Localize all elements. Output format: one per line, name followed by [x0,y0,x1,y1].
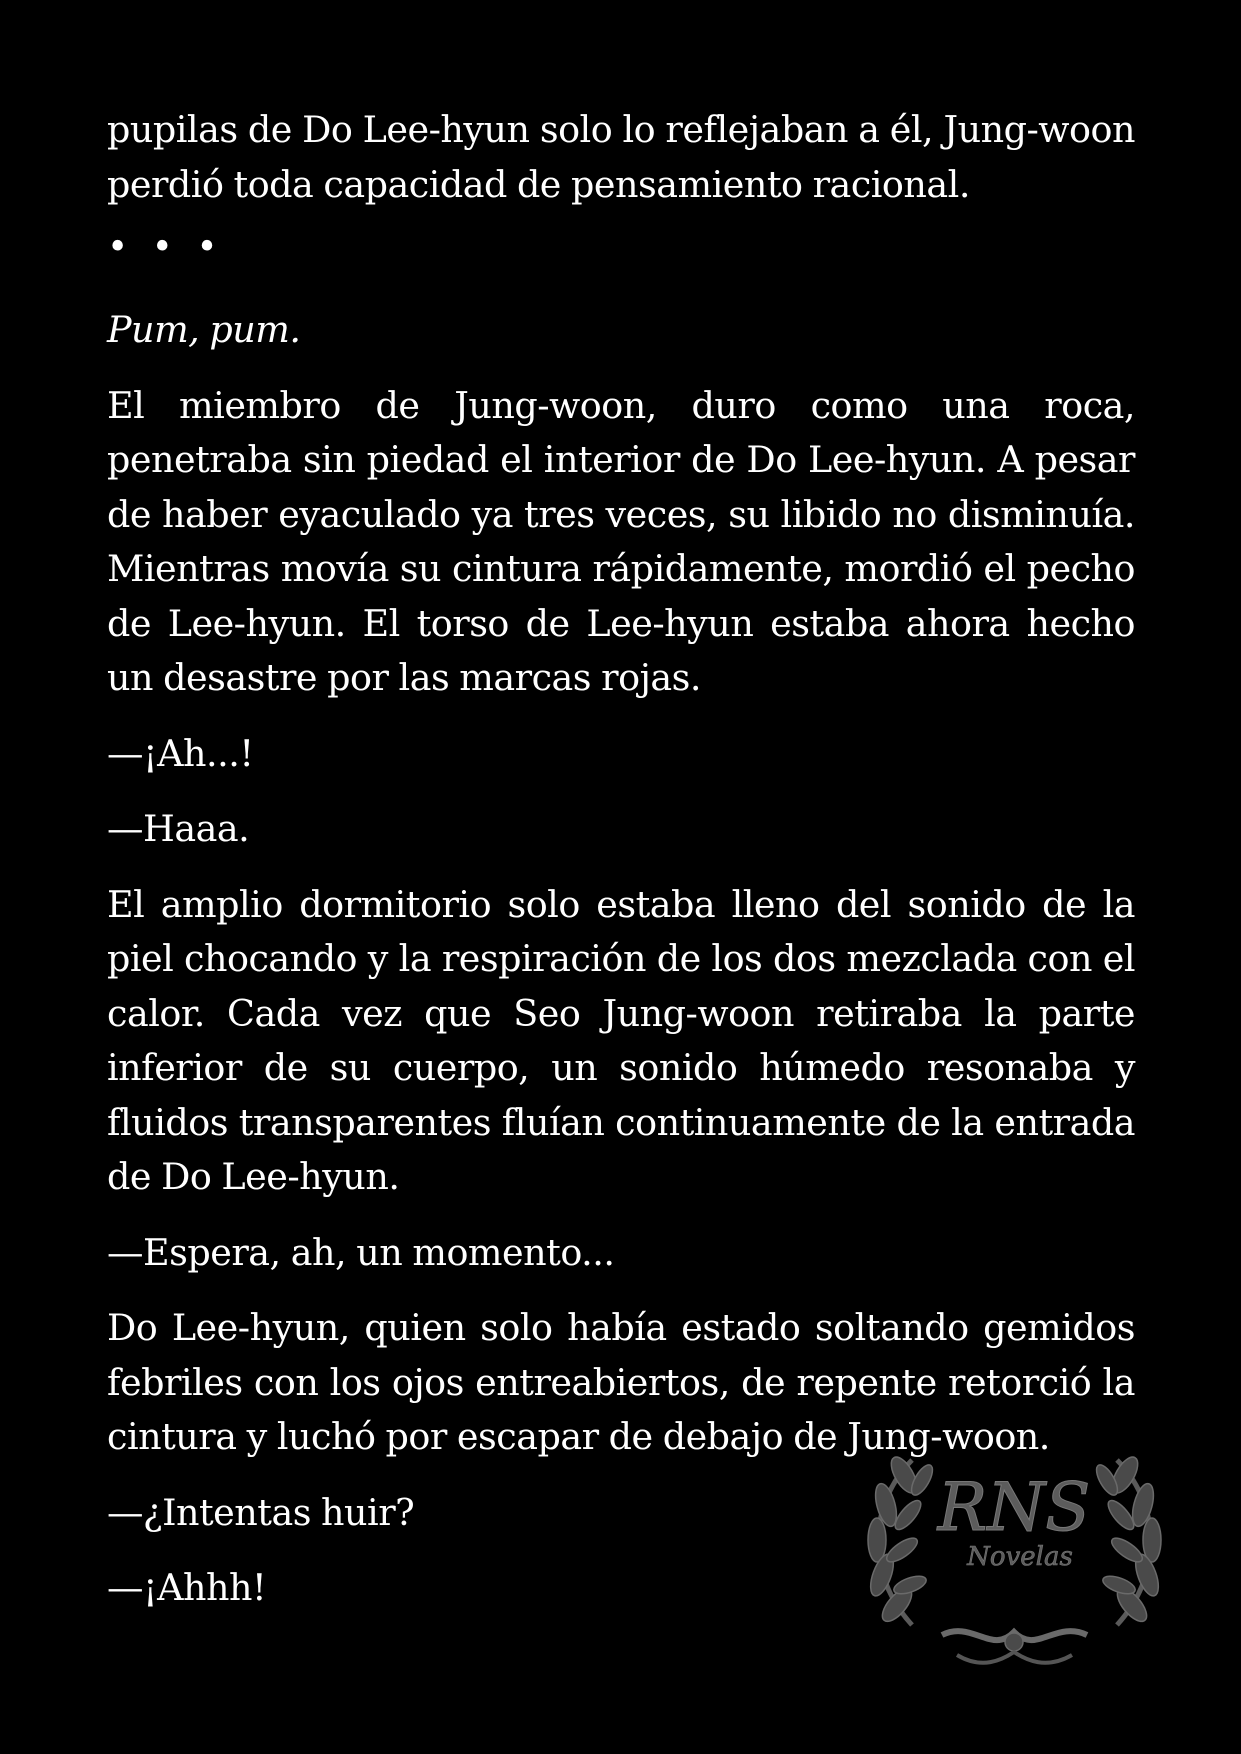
paragraph-4: Do Lee-hyun, quien solo había estado soltando gemidos febriles con los ojos entreabiertos, de repente retorció la cintura y luchó por escapar de debajo de Jung-woon. [107,1306,1135,1458]
dialogue-4: —¿Intentas huir? [107,1490,415,1534]
paragraph-sound-effect: Pum, pum. [107,308,301,351]
paragraph-2: El miembro de Jung-woon, duro como una roca, penetraba sin piedad el interior de Do Lee-hyun. A pesar de haber eyaculado ya tres veces, su libido no disminuía. Mientras movía su cintura rápidamente, mordió el pecho de Lee-hyun. El torso de Lee-hyun estaba ahora hecho un desastre por las marcas rojas. [107,383,1135,699]
dialogue-3: —Espera, ah, un momento... [107,1230,615,1274]
watermark-logo-text: RNS [937,1469,1091,1546]
dialogue-1: —¡Ah...! [107,731,254,775]
paragraph-1: pupilas de Do Lee-hyun solo lo reflejaban a él, Jung-woon perdió toda capacidad de pensamiento racional. [107,108,1135,206]
document-page [107,103,1135,1637]
watermark-logo-subtext: Novelas [967,1542,1073,1572]
dialogue-5: —¡Ahhh! [107,1566,267,1609]
rns-novelas-watermark [842,1420,1187,1680]
paragraph-3: El amplio dormitorio solo estaba lleno del sonido de la piel chocando y la respiración de los dos mezclada con el calor. Cada vez que Seo Jung-woon retiraba la parte inferior de su cuerpo, un sonido húmedo resonaba y fluidos transparentes fluían continuamente de la entrada de Do Lee-hyun. [107,882,1135,1198]
scene-separator: • • • [107,227,224,268]
dialogue-2: —Haaa. [107,807,250,850]
